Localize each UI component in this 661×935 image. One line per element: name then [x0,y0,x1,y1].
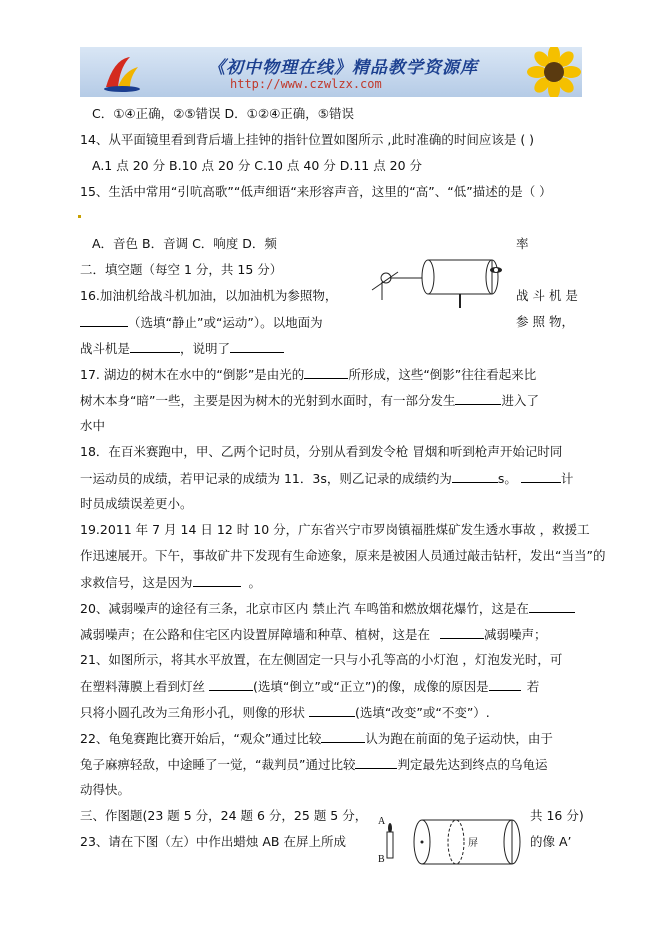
q20-line1: 20、减弱噪声的途径有三条，北京市区内 禁止汽 车鸣笛和燃放烟花爆竹，这是在 [80,600,575,617]
q16-line3: 战斗机是 ，说明了 [80,340,284,357]
decorative-dot [78,215,81,218]
q17-blank-2[interactable] [455,392,501,405]
q22-line3: 动得快。 [80,782,131,797]
q19-line3: 求救信号，这是因为 。 [80,575,262,590]
q16-line1-tail: 战 斗 机 是 [516,288,578,303]
q19-line1: 19.2011 年 7 月 14 日 12 时 10 分，广东省兴宁市罗岗镇福胜煤矿发生透水事故 ，救援工 [80,522,590,537]
q17-line1: 17. 湖边的树木在水中的“倒影”是由光的 所形成，这些“倒影”往往看起来比 [80,367,537,382]
q18-line1: 18．在百米赛跑中，甲、乙两个记时员，分别从看到发令枪 冒烟和听到枪声开始记时同 [80,444,563,459]
section-3-heading-tail: 共 16 分) [530,808,584,823]
q16-blank-3[interactable] [230,340,284,353]
q23-line1-tail: 的像 A’ [530,834,572,849]
q16-line1: 16.加油机给战斗机加油，以加油机为参照物， [80,288,338,303]
banner-url[interactable]: http://www.czwlzx.com [230,77,382,91]
q21-blank-3[interactable] [309,704,355,717]
q17-line3: 水中 [80,418,106,433]
q15-options-tail: 率 [516,236,529,251]
q16-blank-2[interactable] [130,340,180,353]
logo-icon [100,53,146,93]
q18-blank-1[interactable] [452,470,498,483]
label-a: A [378,816,386,827]
q22-line1: 22、龟兔赛跑比赛开始后，“观众”通过比较 认为跑在前面的兔子运动快，由于 [80,731,553,746]
screen-label: 屏 [468,838,478,849]
q23-line1: 23、请在下图（左）中作出蜡烛 AB 在屏上所成 [80,834,346,849]
q21-blank-1[interactable] [209,678,253,691]
sunflower-icon [512,47,582,97]
q21-line1: 21、如图所示，将其水平放置，在左侧固定一只与小孔等高的小灯泡 ，灯泡发光时，可 [80,652,563,667]
section-3-heading: 三、作图题(23 题 5 分，24 题 6 分，25 题 5 分， [80,808,368,823]
q21-blank-2[interactable] [489,678,521,691]
q20-blank-1[interactable] [529,600,575,613]
q20-blank-2[interactable] [440,626,484,639]
q17-line2: 树木本身“暗”一些，主要是因为树木的光射到水面时，有一部分发生 进入了 [80,393,539,408]
q19-line2: 作迅速展开。下午，事故矿井下发现有生命迹象，原来是被困人员通过敲击钻杆，发出“当当”的 [80,548,606,563]
q22-blank-1[interactable] [321,730,365,743]
q22-blank-2[interactable] [355,756,397,769]
q22-line2: 兔子麻痹轻敌，中途睡了一觉，“裁判员”通过比较 判定最先达到终点的乌龟运 [80,757,548,772]
banner-title: 《初中物理在线》精品教学资源库 [208,58,478,78]
q16-figure [368,252,510,316]
q18-line2: 一运动员的成绩，若甲记录的成绩为 11．3s，则乙记录的成绩约为 s。 计 [80,471,574,486]
q16-line2: （选填“静止”或“运动”）。以地面为 [80,314,323,331]
q13-option-cd: C．①④正确，②⑤错误 D．①②④正确，⑤错误 [92,106,354,121]
q18-line3: 时员成绩误差更小。 [80,496,193,511]
q14-text: 14、从平面镜里看到背后墙上挂钟的指针位置如图所示 ,此时准确的时间应该是 ( ) [80,132,535,147]
q21-line2: 在塑料薄膜上看到灯丝 (选填“倒立”或“正立”)的像，成像的原因是 若 [80,679,540,694]
q16-line2-tail: 参 照 物， [516,314,574,329]
header-banner [80,47,582,97]
q19-blank[interactable] [193,574,241,587]
q16-blank-1[interactable] [80,314,128,327]
section-2-heading: 二．填空题（每空 1 分，共 15 分） [80,262,283,277]
q18-blank-2[interactable] [521,470,561,483]
q20-line2: 减弱噪声；在公路和住宅区内设置屏障墙和种草、植树，这是在 减弱噪声； [80,627,547,642]
label-b: B [378,854,385,865]
q15-text: 15、生活中常用“引吭高歌”“低声细语“来形容声音，这里的“高”、“低”描述的是（ ） [80,184,552,199]
q17-blank-1[interactable] [304,366,348,379]
q21-line3: 只将小圆孔改为三角形小孔，则像的形状 (选填“改变”或“不变”）. [80,705,490,720]
q15-options: A．音色 B．音调 C．响度 D．频 [92,236,277,251]
q14-options: A.1 点 20 分 B.10 点 20 分 C.10 点 40 分 D.11 点 20 分 [92,158,423,173]
q23-figure [376,810,522,872]
